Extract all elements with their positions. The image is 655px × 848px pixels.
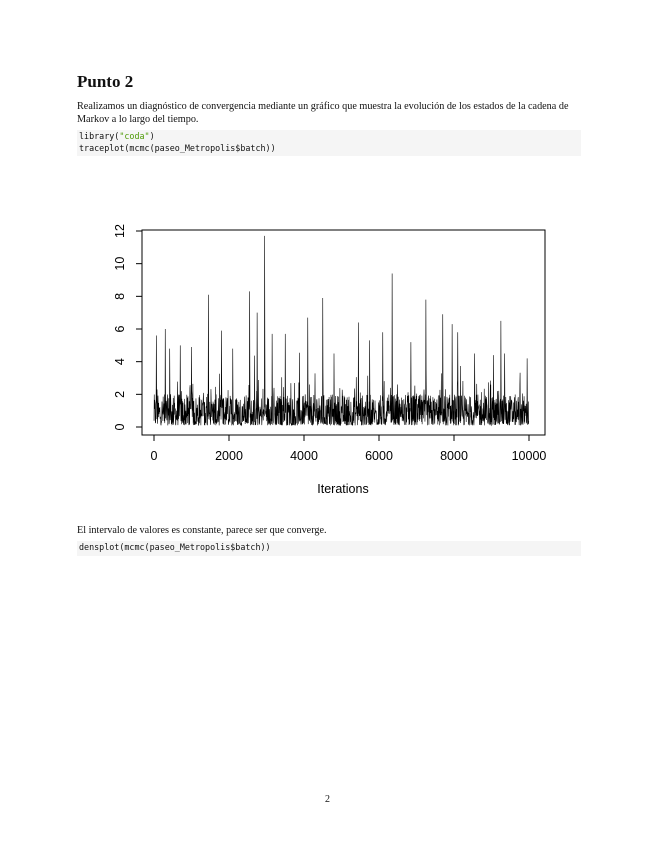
y-tick-label: 4 <box>113 358 127 366</box>
code-string: "coda" <box>119 131 150 141</box>
y-axis <box>113 224 142 430</box>
y-tick-label: 10 <box>113 256 127 271</box>
trace-line <box>154 236 529 425</box>
code-line: densplot(mcmc(paseo_Metropolis$batch)) <box>79 542 271 552</box>
traceplot-chart <box>95 212 565 502</box>
code-line: traceplot(mcmc(paseo_Metropolis$batch)) <box>79 142 276 153</box>
intro-paragraph: Realizamos un diagnóstico de convergencia mediante un gráfico que muestra la evolución de los estados de la cadena de Markov a lo largo del tiempo. <box>77 101 569 125</box>
x-tick-label: 8000 <box>440 449 468 463</box>
y-tick-label: 8 <box>113 292 127 300</box>
code-block-traceplot <box>77 130 581 156</box>
conclusion-paragraph: El intervalo de valores es constante, parece ser que converge. <box>77 525 327 536</box>
section-title: Punto 2 <box>77 72 134 91</box>
x-tick-label: 10000 <box>511 449 547 463</box>
y-tick-label: 2 <box>113 390 127 398</box>
x-tick-label: 0 <box>150 449 158 463</box>
x-axis <box>151 435 547 463</box>
x-tick-label: 2000 <box>215 449 243 463</box>
x-axis-label: Iterations <box>317 482 369 496</box>
code-line: library("coda") <box>79 131 155 141</box>
page-number: 2 <box>325 794 330 805</box>
code-block-densplot <box>77 541 581 556</box>
y-tick-label: 12 <box>113 224 127 238</box>
x-tick-label: 4000 <box>290 449 318 463</box>
y-tick-label: 6 <box>113 325 127 333</box>
x-tick-label: 6000 <box>365 449 393 463</box>
y-tick-label: 0 <box>113 423 127 431</box>
